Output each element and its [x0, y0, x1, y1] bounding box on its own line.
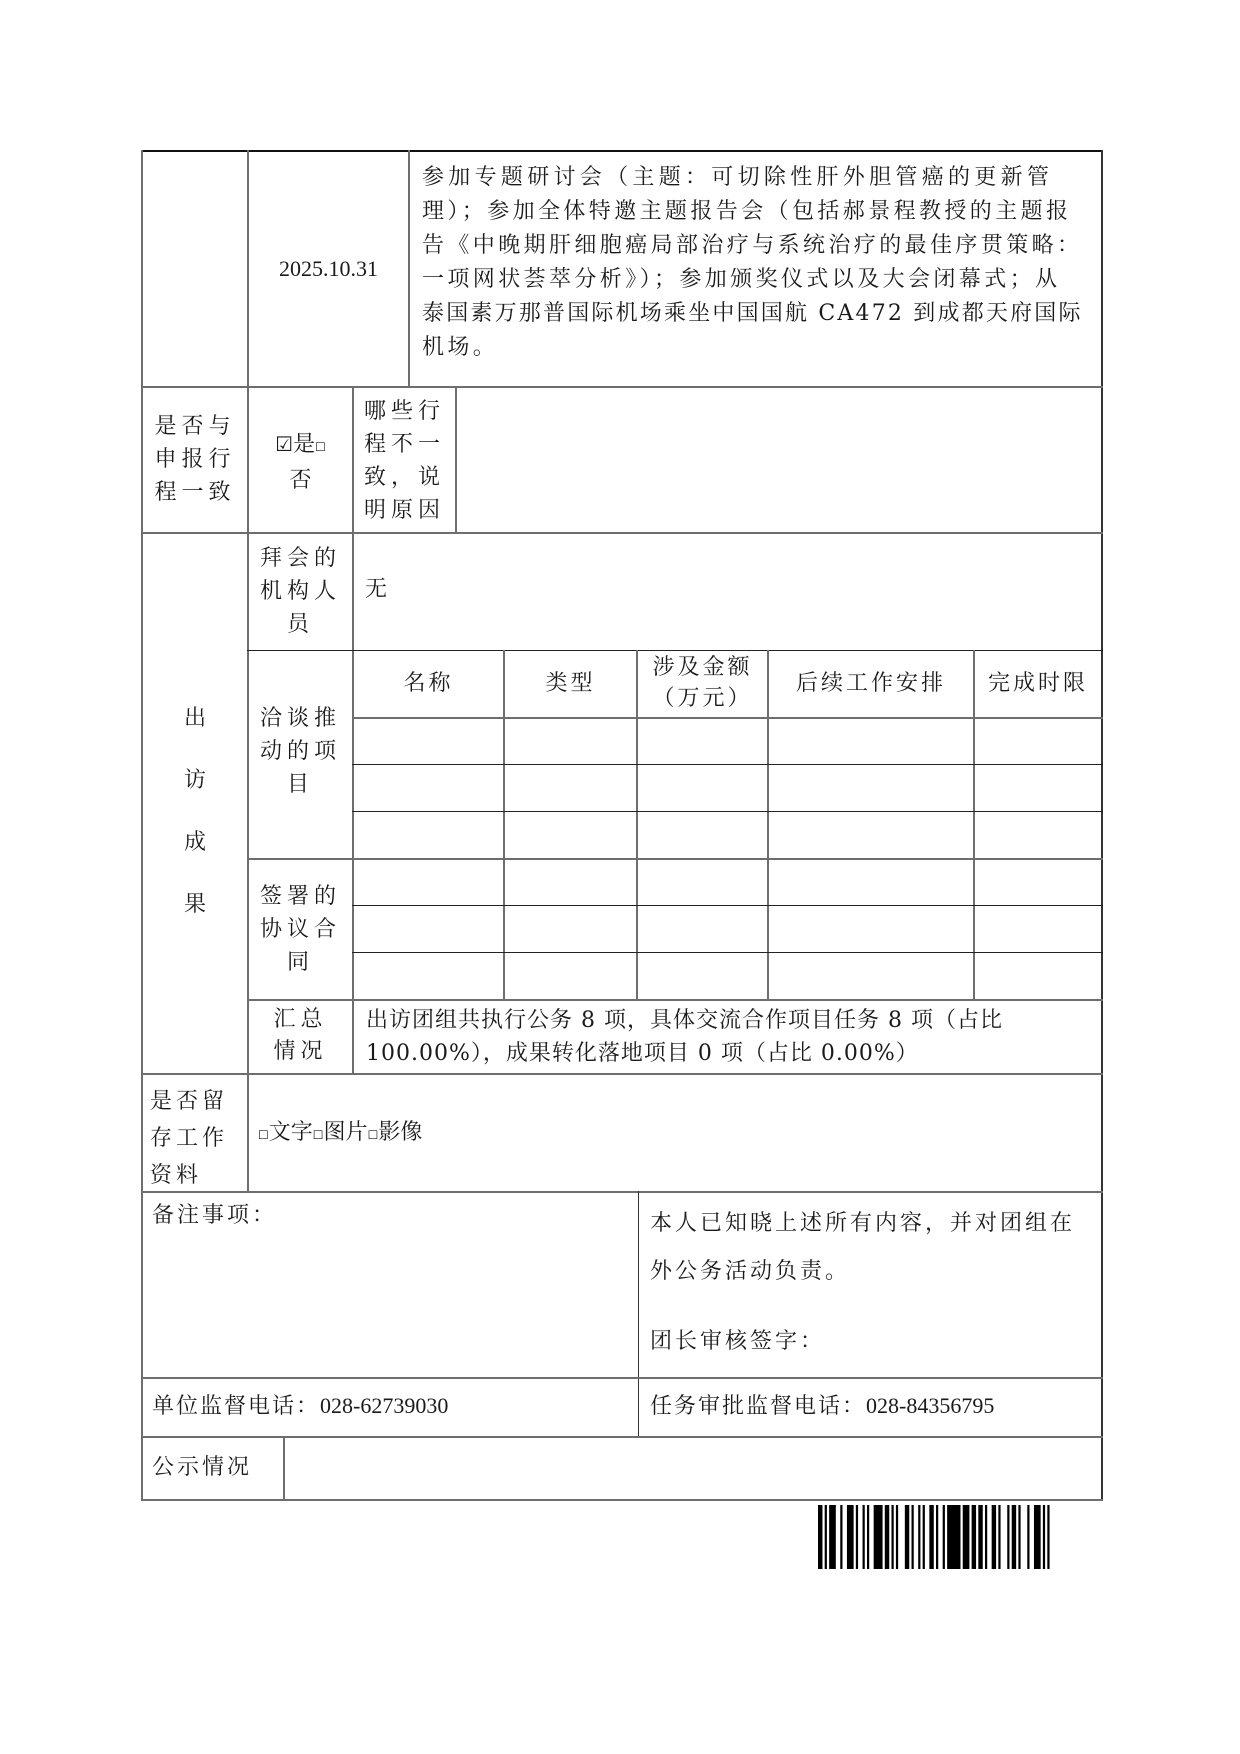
- label-line: 动的项: [259, 739, 341, 764]
- barcode-bar: [825, 1505, 827, 1569]
- section-char: 果: [183, 892, 206, 917]
- consistency-choice: [249, 428, 352, 497]
- activity-line: 一项网状荟萃分析》）；参加颁奖仪式以及大会闭幕式；从: [422, 267, 1061, 292]
- section-char: 出: [183, 706, 206, 731]
- itinerary-activity: [422, 161, 1097, 365]
- label-line: 同: [286, 950, 314, 975]
- barcode-bar: [998, 1505, 1000, 1569]
- barcode-bar: [1047, 1505, 1049, 1569]
- reason-label: [354, 395, 455, 527]
- barcode-bar: [1027, 1505, 1029, 1569]
- choice-line: [249, 428, 352, 464]
- barcode-bar: [896, 1505, 898, 1569]
- projects-label: [249, 702, 352, 801]
- barcode-bar: [963, 1505, 970, 1569]
- barcode-bar: [985, 1505, 987, 1569]
- label-line: 程不一: [363, 432, 445, 457]
- label-line: 哪些行: [363, 399, 445, 424]
- barcode-bar: [947, 1505, 960, 1569]
- visited-value: 无: [365, 577, 391, 602]
- task-phone-label: 任务审批监督电话：: [650, 1394, 867, 1419]
- label-line: 资料: [150, 1163, 203, 1188]
- unit-phone-number: 028-62739030: [320, 1393, 449, 1418]
- yes-label: 是: [293, 432, 316, 457]
- visited-label: [249, 542, 352, 641]
- activity-line: 泰国素万那普国际机场乘坐中国国航 CA472 到成都天府国际: [422, 301, 1083, 326]
- barcode-bar: [923, 1505, 925, 1569]
- barcode-bar: [829, 1505, 836, 1569]
- divider: [247, 999, 1103, 1001]
- divider: [141, 386, 1103, 388]
- barcode-bar: [874, 1505, 883, 1569]
- divider: [141, 1191, 1103, 1193]
- header-name: 名称: [403, 671, 454, 696]
- summary-line: 出访团组共执行公务 8 项，具体交流合作项目任务 8 项（占比: [366, 1008, 1003, 1033]
- barcode-bar: [1012, 1505, 1016, 1569]
- label-line: 拜会的: [259, 546, 341, 571]
- activity-line: 告《中晚期肝细胞癌局部治疗与系统治疗的最佳序贯策略：: [422, 233, 1083, 258]
- label-line: 是否与: [154, 414, 236, 439]
- publicity-label: 公示情况: [152, 1455, 253, 1480]
- label-line: 存工作: [150, 1126, 229, 1151]
- summary-label: [249, 1004, 352, 1068]
- header-amount: [638, 652, 767, 714]
- divider: [503, 650, 505, 1000]
- divider: [455, 386, 457, 533]
- barcode-bar: [847, 1505, 854, 1569]
- yes-checkbox[interactable]: ☑: [275, 432, 294, 456]
- summary-text: [366, 1004, 1096, 1070]
- barcode-bar: [905, 1505, 909, 1569]
- activity-line: 理）；参加全体特邀主题报告会（包括郝景程教授的主题报: [422, 199, 1072, 224]
- statement-line: 外公务活动负责。: [650, 1259, 851, 1284]
- barcode-bar: [992, 1505, 996, 1569]
- label-line: 明原因: [363, 498, 445, 523]
- divider: [141, 1436, 1103, 1438]
- table-top-border: [141, 150, 1103, 152]
- barcode-bar: [867, 1505, 869, 1569]
- label-line: 洽谈推: [259, 706, 341, 731]
- material-option-video[interactable]: [368, 1120, 423, 1145]
- results-section-label: [143, 702, 247, 950]
- unit-phone-label: 单位监督电话：: [152, 1394, 321, 1419]
- divider: [141, 1377, 1103, 1379]
- section-char: 成: [183, 830, 206, 855]
- label-line: 机构人: [259, 579, 341, 604]
- signature-label: 团长审核签字：: [650, 1329, 826, 1354]
- divider: [352, 764, 1103, 765]
- label-line: 情况: [273, 1039, 328, 1064]
- section-char: 访: [183, 768, 206, 793]
- reason-value-field[interactable]: [458, 390, 1098, 530]
- label-line: 汇总: [273, 1007, 328, 1032]
- barcode-bar: [978, 1505, 982, 1569]
- divider: [352, 952, 1103, 953]
- table-bottom-border: [141, 1499, 1103, 1501]
- remarks-label: 备注事项：: [152, 1203, 278, 1228]
- summary-line: 100.00%），成果转化落地项目 0 项（占比 0.00%）: [366, 1041, 919, 1066]
- video-checkbox[interactable]: ☐: [367, 1128, 379, 1142]
- barcode-bar: [891, 1505, 893, 1569]
- table-right-border: [1101, 150, 1103, 1501]
- task-phone: [650, 1389, 994, 1424]
- label-line: 协议合: [259, 917, 341, 942]
- barcode-bar: [936, 1505, 938, 1569]
- header-followup: 后续工作安排: [795, 671, 946, 696]
- barcode-bar: [856, 1505, 858, 1569]
- label-line: 目: [286, 772, 314, 797]
- consistency-label: [143, 410, 247, 509]
- task-phone-number: 028-84356795: [866, 1393, 995, 1418]
- divider: [973, 650, 975, 1000]
- materials-options: [258, 1116, 422, 1152]
- barcode-bar: [1043, 1505, 1045, 1569]
- divider: [141, 532, 1103, 534]
- header-type: 类型: [545, 671, 596, 696]
- activity-line: 参加专题研讨会（主题：可切除性肝外胆管癌的更新管: [422, 165, 1054, 190]
- barcode-bar: [943, 1505, 945, 1569]
- statement-line: 本人已知晓上述所有内容，并对团组在: [650, 1211, 1076, 1236]
- label-line: 员: [286, 612, 314, 637]
- text-checkbox[interactable]: ☐: [258, 1128, 269, 1142]
- remarks-statement: [650, 1200, 1100, 1296]
- activity-line: 机场。: [422, 335, 499, 360]
- materials-label: [150, 1083, 246, 1194]
- header-amount-line: 涉及金额: [652, 655, 753, 680]
- no-label: 否: [289, 468, 312, 493]
- divider: [352, 717, 1103, 719]
- barcode-bar: [885, 1505, 889, 1569]
- header-deadline: 完成时限: [987, 671, 1088, 696]
- header-amount-unit: （万元）: [652, 686, 753, 711]
- image-option-label: 图片: [323, 1120, 368, 1145]
- image-checkbox[interactable]: ☐: [312, 1128, 324, 1142]
- barcode-image: [818, 1505, 1054, 1569]
- divider: [247, 858, 1103, 860]
- divider: [352, 811, 1103, 812]
- video-option-label: 影像: [378, 1120, 423, 1145]
- material-option-image[interactable]: [313, 1120, 368, 1145]
- label-line: 签署的: [259, 884, 341, 909]
- barcode-bar: [1034, 1505, 1041, 1569]
- divider: [408, 150, 410, 387]
- divider: [352, 532, 354, 1074]
- label-line: 程一致: [154, 480, 236, 505]
- divider: [767, 650, 769, 1000]
- barcode-bar: [929, 1505, 933, 1569]
- barcode-bar: [1018, 1505, 1020, 1569]
- label-line: 致，说: [363, 465, 445, 490]
- contracts-label: [249, 880, 352, 979]
- barcode-bar: [1007, 1505, 1009, 1569]
- material-option-text[interactable]: [258, 1120, 313, 1145]
- label-line: 申报行: [154, 447, 236, 472]
- text-option-label: 文字: [268, 1120, 313, 1145]
- barcode-bar: [818, 1505, 822, 1569]
- divider: [638, 1191, 639, 1438]
- divider: [283, 1436, 285, 1500]
- no-checkbox[interactable]: ☐: [315, 440, 326, 454]
- divider: [141, 1073, 1103, 1075]
- itinerary-date: 2025.10.31: [279, 256, 378, 281]
- barcode-bar: [840, 1505, 842, 1569]
- unit-phone: [152, 1389, 448, 1424]
- barcode-bar: [972, 1505, 976, 1569]
- barcode-bar: [863, 1505, 865, 1569]
- label-line: 是否留: [150, 1089, 229, 1114]
- barcode-bar: [918, 1505, 920, 1569]
- divider: [247, 1073, 249, 1192]
- barcode-bar: [912, 1505, 914, 1569]
- divider: [352, 905, 1103, 906]
